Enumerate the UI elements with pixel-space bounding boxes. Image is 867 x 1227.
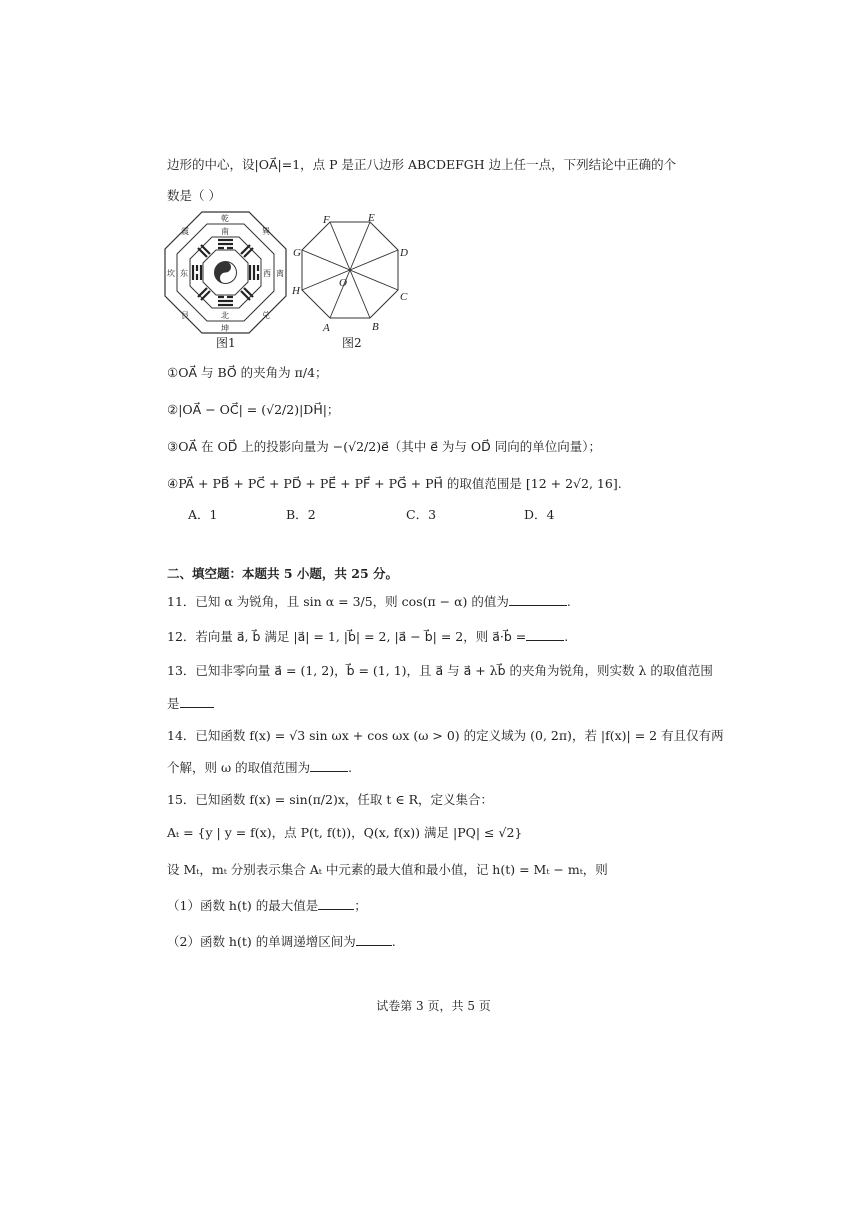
bagua-char: 乾 (221, 214, 229, 223)
statement-3: ③OA⃗ 在 OD⃗ 上的投影向量为 −(√2/2)e⃗（其中 e⃗ 为与 OD⃗ 同向的单位向量）； (167, 439, 601, 454)
question-15-sub-1: （1）函数 h(t) 的最大值是 ； (167, 898, 367, 913)
question-12: 12．若向量 a⃗, b⃗ 满足 |a⃗| = 1, |b⃗| = 2, |a⃗ − b⃗| = 2，则 a⃗·b⃗ = . (167, 629, 569, 644)
bagua-char: 西 (263, 269, 271, 278)
vertex-label-f: F (323, 214, 330, 226)
choice-a[interactable]: A．1 (188, 507, 218, 522)
answer-blank[interactable] (318, 909, 354, 910)
choice-d[interactable]: D．4 (524, 507, 555, 522)
question-11: 11．已知 α 为锐角，且 sin α = 3/5，则 cos(π − α) 的值为 . (167, 594, 571, 609)
question-14-line-2: 个解，则 ω 的取值范围为 . (167, 760, 353, 775)
choice-b[interactable]: B．2 (286, 507, 316, 522)
answer-blank[interactable] (180, 707, 214, 708)
question-15-line-1: 15．已知函数 f(x) = sin(π/2)x，任取 t ∈ R，定义集合： (167, 792, 493, 807)
statement-2: ②|OA⃗ − OC⃗| = (√2/2)|DH⃗|； (167, 402, 340, 417)
statement-4: ④PA⃗ + PB⃗ + PC⃗ + PD⃗ + PE⃗ + PF⃗ + PG⃗ + PH⃗ 的取值范围是 [12 + 2√2, 16]. (167, 476, 622, 491)
section-heading: 二、填空题：本题共 5 小题，共 25 分。 (167, 566, 399, 581)
octagon-figure (290, 210, 415, 332)
bagua-char: 东 (180, 269, 188, 278)
vertex-label-d: D (400, 247, 408, 259)
answer-blank[interactable] (509, 605, 567, 606)
intro-line-2: 数是（ ） (167, 188, 221, 203)
bagua-char: 艮 (181, 311, 189, 320)
bagua-char: 坎 (167, 269, 175, 278)
bagua-char: 巽 (262, 227, 270, 236)
bagua-char: 坤 (221, 324, 229, 333)
choice-c[interactable]: C．3 (406, 507, 437, 522)
figure-2-caption: 图2 (342, 336, 362, 350)
vertex-label-e: E (368, 212, 375, 224)
question-14-line-1: 14．已知函数 f(x) = √3 sin ωx + cos ωx (ω > 0) 的定义域为 (0, 2π)，若 |f(x)| = 2 有且仅有两 (167, 728, 724, 743)
question-15-sub-2: （2）函数 h(t) 的单调递增区间为 . (167, 934, 396, 949)
question-15-line-3: 设 Mₜ，mₜ 分别表示集合 Aₜ 中元素的最大值和最小值，记 h(t) = Mₜ − mₜ，则 (167, 862, 608, 877)
page-footer: 试卷第 3 页，共 5 页 (376, 999, 491, 1013)
answer-blank[interactable] (526, 640, 564, 641)
intro-line-1: 边形的中心，设|OA⃗|=1，点 P 是正八边形 ABCDEFGH 边上任一点，下列结论中正确的个 (167, 157, 677, 172)
bagua-char: 北 (221, 311, 229, 320)
center-label-o: O (339, 277, 347, 289)
question-15-set-definition: Aₜ = {y | y = f(x)，点 P(t, f(t))，Q(x, f(x)) 满足 |PQ| ≤ √2} (167, 825, 523, 840)
figure-1-caption: 图1 (216, 336, 236, 350)
bagua-octagon-figure (163, 210, 288, 335)
vertex-label-a: A (323, 322, 330, 332)
question-13-line-2: 是 (167, 694, 214, 712)
bagua-char: 震 (181, 227, 189, 236)
bagua-char: 兑 (262, 311, 270, 320)
question-13-line-1: 13．已知非零向量 a⃗ = (1, 2)，b⃗ = (1, 1)，且 a⃗ 与 a⃗ + λb⃗ 的夹角为锐角，则实数 λ 的取值范围 (167, 663, 713, 678)
answer-blank[interactable] (310, 771, 348, 772)
vertex-label-g: G (293, 247, 301, 259)
vertex-label-b: B (372, 321, 379, 332)
vertex-label-h: H (292, 285, 300, 297)
statement-1: ①OA⃗ 与 BO⃗ 的夹角为 π/4； (167, 365, 328, 380)
bagua-char: 南 (221, 227, 229, 236)
vertex-label-c: C (400, 291, 408, 303)
bagua-char: 离 (276, 269, 284, 278)
answer-blank[interactable] (356, 945, 392, 946)
